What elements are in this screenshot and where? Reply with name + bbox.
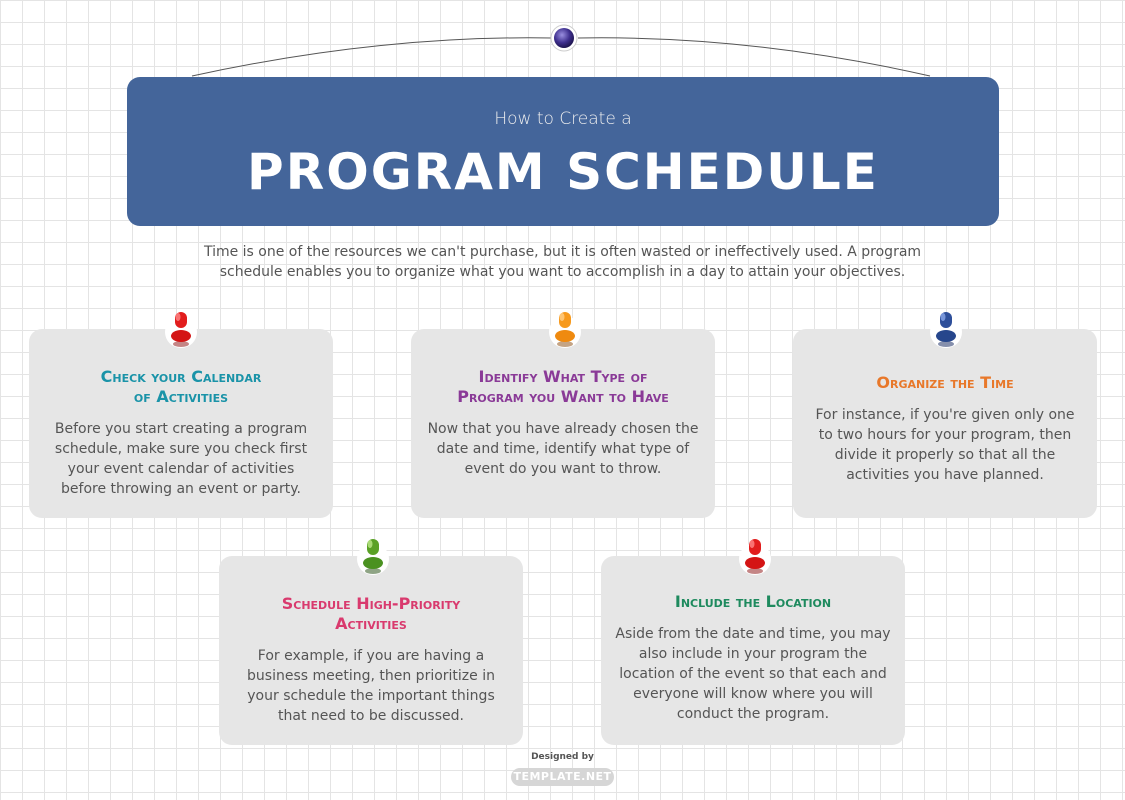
blue-pin-icon	[929, 308, 963, 352]
card-body: Now that you have already chosen the date and time, identify what type of event do you want to throw.	[427, 421, 699, 477]
card-include-location	[601, 556, 905, 745]
card-heading: Schedule High-Priority Activities	[281, 594, 461, 633]
template-net-logo[interactable]: TEMPLATE.NET	[511, 768, 614, 786]
card-heading: Check your Calendar of Activities	[100, 367, 262, 406]
card-body: For example, if you are having a business meeting, then prioritize in your schedule the important things that need to be discussed.	[247, 648, 495, 724]
card-heading: Include the Location	[674, 592, 832, 611]
card-organize-time	[793, 329, 1097, 518]
card-high-priority	[219, 556, 523, 745]
card-heading: Organize the Time	[876, 373, 1014, 392]
intro-text: Time is one of the resources we can't purchase, but it is often wasted or ineffectively used. A program schedule enables you to organize what you want to accomplish in a day to attain your objectives.	[203, 244, 922, 280]
card-body: Aside from the date and time, you may also include in your program the location of the event so that each and everyone will know where you will conduct the program.	[615, 626, 891, 722]
footer-credit	[511, 752, 614, 786]
card-heading: Identify What Type of Program you Want to Have	[457, 367, 669, 406]
card-check-calendar	[29, 329, 333, 518]
green-pin-icon	[356, 535, 390, 579]
header-subtitle: How to Create a	[494, 109, 632, 129]
card-body: For instance, if you're given only one to two hours for your program, then divide it properly so that all the activities you have planned.	[815, 407, 1075, 483]
orange-pin-icon	[548, 308, 582, 352]
purple-pin-icon	[551, 25, 577, 51]
card-body: Before you start creating a program schedule, make sure you check first your event calendar of activities before throwing an event or party.	[54, 421, 308, 497]
red-pin-icon	[164, 308, 198, 352]
card-identify-program	[411, 329, 715, 518]
header-banner	[127, 77, 999, 226]
page-title: PROGRAM SCHEDULE	[247, 143, 879, 201]
designed-by-label: Designed by	[531, 752, 594, 762]
red-pin-icon	[738, 535, 772, 579]
